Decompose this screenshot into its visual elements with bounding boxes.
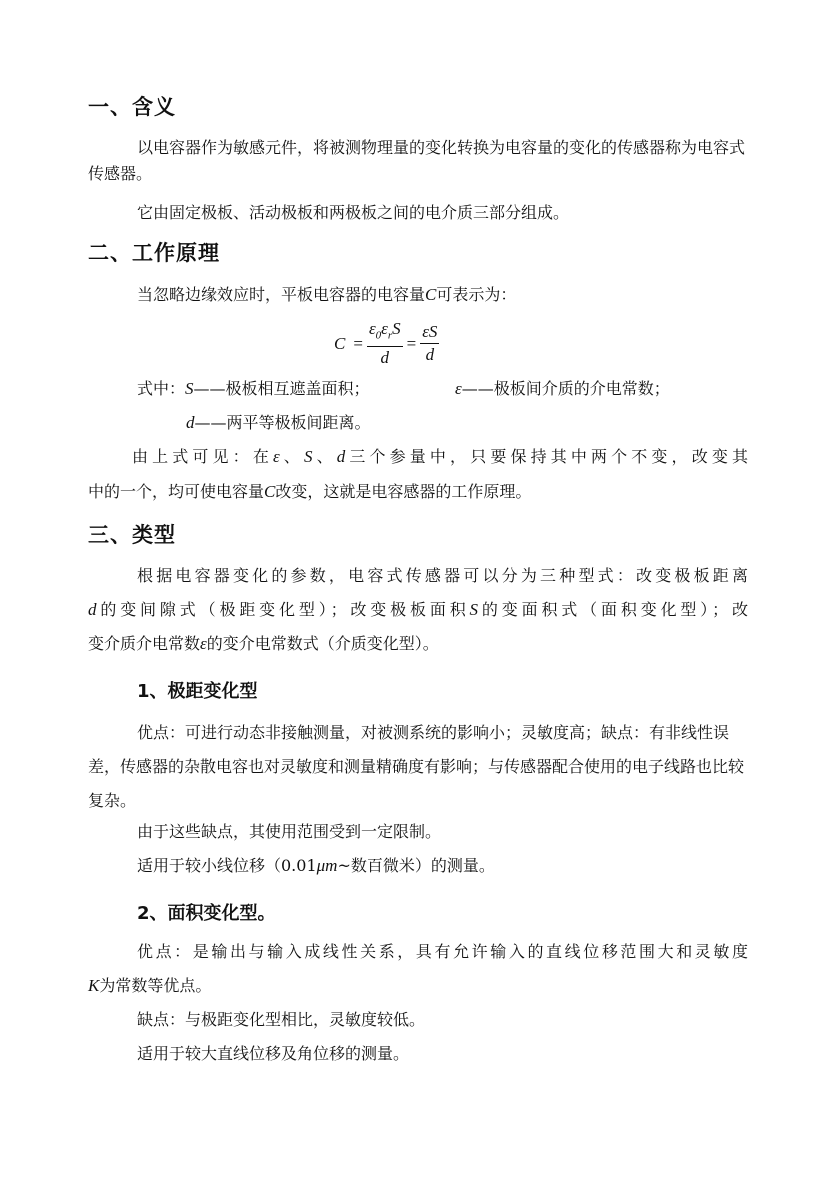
intro-text-b: 可表示为：: [436, 285, 517, 304]
capacitance-formula: [330, 318, 439, 372]
section-heading-types: 三、类型: [88, 523, 176, 547]
paragraph-principle-intro: [137, 282, 516, 308]
formula-fraction-2: [420, 321, 439, 366]
paragraph-gap-limit: 由于这些缺点，其使用范围受到一定限制。: [137, 822, 442, 841]
formula-numerator-2: εS: [420, 321, 439, 344]
types-line-2: d的变间隙式（极距变化型）；改变极板面积S的变面积式（面积变化型）；改: [88, 600, 748, 619]
formula-lhs: C: [334, 333, 346, 353]
subsection-heading-area-type: 2、面积变化型。: [137, 903, 276, 924]
paragraph-area-pros-line-2: K为常数等优点。: [88, 976, 212, 995]
types-line-3: 变介质介电常数ε的变介电常数式（介质变化型）。: [88, 634, 439, 653]
paragraph-gap-range: 适用于较小线位移（0.01μm~数百微米）的测量。: [137, 856, 495, 875]
formula-numerator-1: $\varepsilon_0\varepsilon_rS$: [367, 318, 403, 347]
formula-equals-2: =: [406, 333, 417, 353]
section-heading-principle: 二、工作原理: [88, 241, 220, 265]
formula-denominator-2: d: [425, 345, 435, 365]
paragraph-area-pros-line-1: 优点：是输出与输入成线性关系，具有允许输入的直线位移范围大和灵敏度: [137, 942, 748, 961]
subsection-heading-gap-type: 1、极距变化型: [137, 681, 258, 702]
formula-fraction-1: [367, 318, 403, 369]
section-heading-meaning: 一、含义: [88, 95, 176, 119]
formula-equals-1: =: [353, 333, 363, 353]
where-line-1: 式中：S——极板相互遮盖面积；: [137, 379, 370, 398]
intro-var-c: C: [425, 285, 437, 304]
types-line-1: 根据电容器变化的参数，电容式传感器可以分为三种型式：改变极板距离: [137, 566, 748, 585]
paragraph-composition: 它由固定极板、活动极板和两极板之间的电介质三部分组成。: [137, 203, 570, 222]
paragraph-area-cons: 缺点：与极距变化型相比，灵敏度较低。: [137, 1010, 426, 1029]
paragraph-conclusion-line-2: 中的一个，均可使电容量C改变，这就是电容感器的工作原理。: [88, 482, 532, 501]
where-line-2: d——两平等极板间距离。: [186, 413, 371, 432]
paragraph-gap-pros-cons: 优点：可进行动态非接触测量，对被测系统的影响小；灵敏度高；缺点：有非线性误差，传感器的杂散电容也对灵敏度和测量精确度有影响；与传感器配合使用的电子线路也比较复杂。: [88, 723, 745, 810]
intro-text-a: 当忽略边缘效应时，平板电容器的电容量: [137, 285, 426, 304]
formula-denominator-1: d: [380, 348, 390, 368]
where-line-1-eps: ε——极板间介质的介电常数；: [455, 379, 670, 398]
paragraph-conclusion-line-1: 由上式可见：在ε、S、d三个参量中，只要保持其中两个不变，改变其: [132, 447, 748, 466]
paragraph-definition: 以电容器作为敏感元件，将被测物理量的变化转换为电容量的变化的传感器称为电容式传感器。: [88, 138, 746, 183]
paragraph-area-usage: 适用于较大直线位移及角位移的测量。: [137, 1044, 410, 1063]
